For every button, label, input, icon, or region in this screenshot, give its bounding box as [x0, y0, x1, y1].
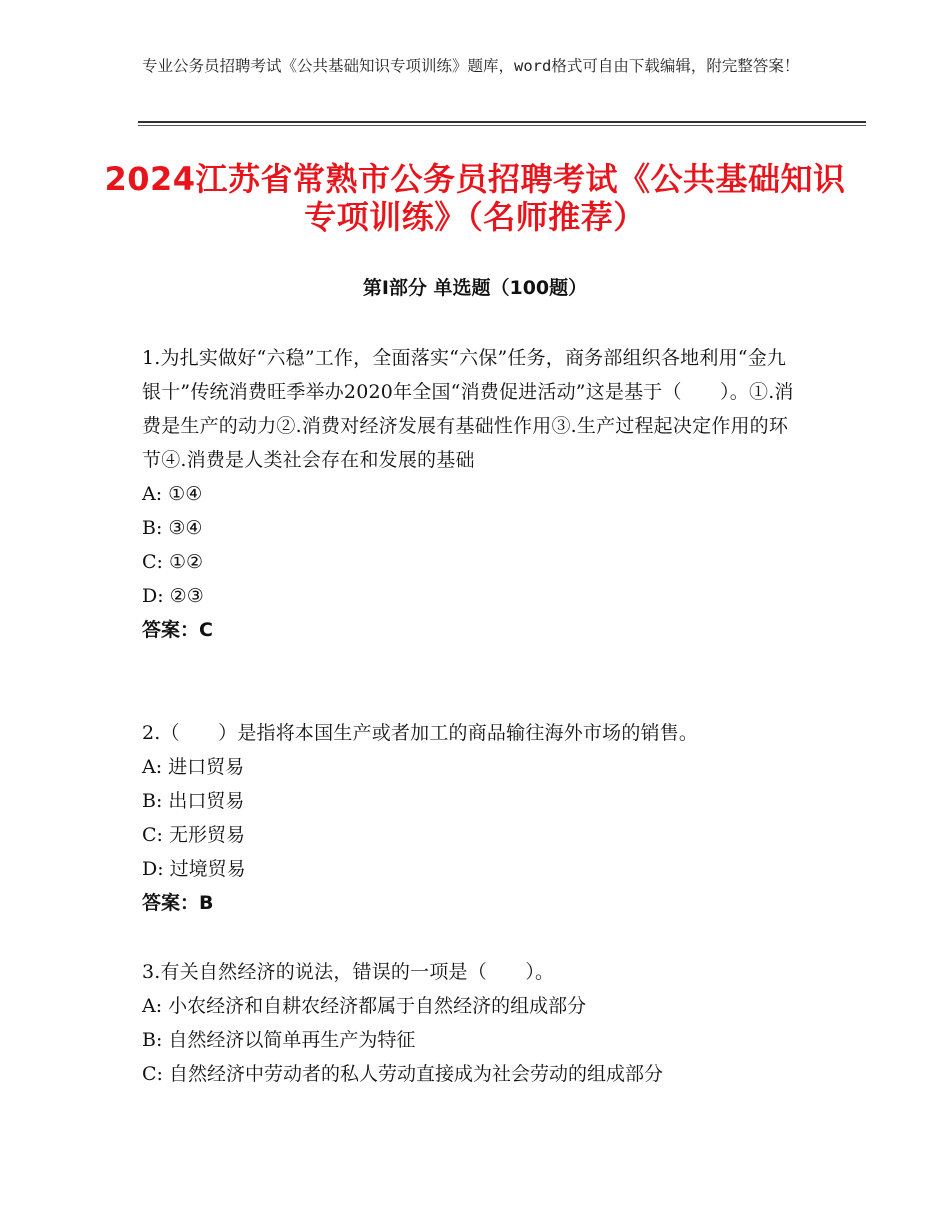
question-stem: 3.有关自然经济的说法，错误的一项是（ ）。 [142, 961, 555, 983]
option-a: A: 进口贸易 [142, 756, 245, 778]
question-stem: 1.为扎实做好“六稳”工作，全面落实“六保”任务，商务部组织各地利用“金九银十”传统消费旺季举办2020年全国“消费促进活动”这是基于（ ）。①.消费是生产的动力②.消费对经济发展有基础性作用③.生产过程起决定作用的环节④.消费是人类社会存在和发展的基础 [142, 347, 794, 471]
option-b: B: 自然经济以简单再生产为特征 [142, 1029, 416, 1051]
option-b: B: 出口贸易 [142, 790, 245, 812]
page-title: 2024江苏省常熟市公务员招聘考试《公共基础知识专项训练》（名师推荐） [104, 160, 846, 236]
option-d: D: ②③ [142, 585, 204, 607]
option-b: B: ③④ [142, 517, 203, 539]
header-note: 专业公务员招聘考试《公共基础知识专项训练》题库，word格式可自由下载编辑，附完整答案！ [142, 57, 800, 75]
option-c: C: ①② [142, 551, 204, 573]
option-a: A: ①④ [142, 483, 203, 505]
option-c: C: 自然经济中劳动者的私人劳动直接成为社会劳动的组成部分 [142, 1063, 663, 1085]
option-c: C: 无形贸易 [142, 824, 245, 846]
question-2 [142, 716, 802, 920]
question-1 [142, 341, 802, 647]
question-3 [142, 955, 802, 1091]
question-stem: 2.（ ）是指将本国生产或者加工的商品输往海外市场的销售。 [142, 722, 699, 744]
answer-line: 答案：B [142, 892, 214, 914]
header-rule-thin [138, 125, 866, 126]
section-heading: 第Ⅰ部分 单选题（100题） [362, 277, 588, 299]
header-rule-thick [138, 121, 866, 123]
answer-line: 答案：C [142, 619, 213, 641]
option-d: D: 过境贸易 [142, 858, 246, 880]
option-a: A: 小农经济和自耕农经济都属于自然经济的组成部分 [142, 995, 587, 1017]
